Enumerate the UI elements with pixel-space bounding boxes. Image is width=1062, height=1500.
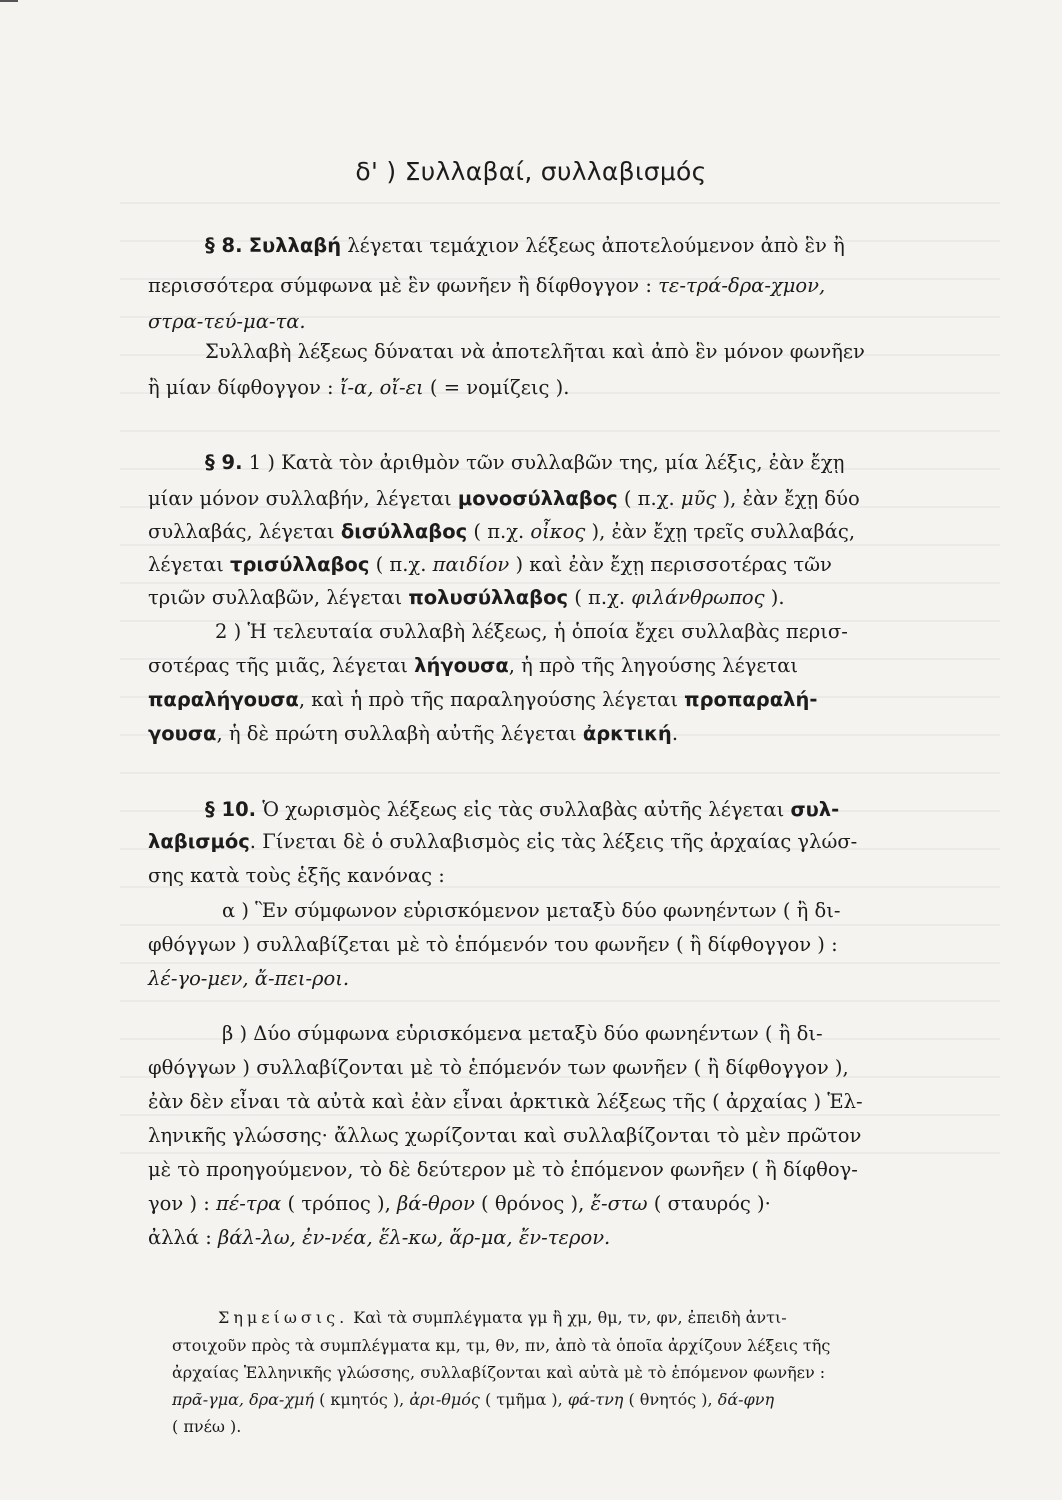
para-10-line-2: λαβισμός. Γίνεται δὲ ὁ συλλαβισμὸς εἰς τὰς λέξεις τῆς ἀρχαίας γλώσ- <box>148 830 858 853</box>
section-number-9: § 9. <box>205 451 243 474</box>
scan-mark <box>0 0 18 2</box>
term-syllavi: Συλλαβή <box>248 234 342 257</box>
rule-b-line-2: φθόγγων ) συλλαβίζονται μὲ τὸ ἑπόμενόν των φωνῆεν ( ἢ δίφθογγον ), <box>148 1056 849 1079</box>
para-10-line-1: § 10. Ὁ χωρισμὸς λέξεως εἰς τὰς συλλαβὰς αὐτῆς λέγεται συλ- <box>205 798 840 821</box>
note-line-3: ἀρχαίας Ἑλληνικῆς γλώσσης, συλλαβίζονται καὶ αὐτὰ μὲ τὸ ἑπόμενον φωνῆεν : <box>172 1363 826 1382</box>
rule-a-examples: λέ-γο-μεν, ἄ-πει-ροι. <box>148 967 350 990</box>
rule-b-line-5: μὲ τὸ προηγούμενον, τὸ δὲ δεύτερον μὲ τὸ ἑπόμενον φωνῆεν ( ἢ δίφθογ- <box>148 1158 858 1181</box>
para-9-line-3: συλλαβάς, λέγεται δισύλλαβος ( π.χ. οἶκος ), ἐὰν ἔχῃ τρεῖς συλλαβάς, <box>148 520 856 543</box>
note-line-2: στοιχοῦν πρὸς τὰ συμπλέγματα κμ, τμ, θν, πν, ἀπὸ τὰ ὁποῖα ἀρχίζουν λέξεις τῆς <box>172 1336 831 1355</box>
para-9-line-6: 2 ) Ἡ τελευταία συλλαβὴ λέξεως, ἡ ὁποία ἔχει συλλαβὰς περισ- <box>215 620 848 643</box>
note-label: Σημείωσις. <box>218 1308 349 1327</box>
para-9-line-7: σοτέρας τῆς μιᾶς, λέγεται λήγουσα, ἡ πρὸ τῆς ληγούσης λέγεται <box>148 654 799 677</box>
section-number-10: § 10. <box>205 798 257 821</box>
para-8-line-4: Συλλαβὴ λέξεως δύναται νὰ ἀποτελῆται καὶ ἀπὸ ἓν μόνον φωνῆεν <box>205 340 865 363</box>
rule-b-line-4: ληνικῆς γλώσσης· ἄλλως χωρίζονται καὶ συλλαβίζονται τὸ μὲν πρῶτον <box>148 1124 862 1147</box>
para-9-line-9: γουσα, ἡ δὲ πρώτη συλλαβὴ αὐτῆς λέγεται ἀρκτική. <box>148 722 679 745</box>
note-line-5: ( πνέω ). <box>172 1417 242 1436</box>
para-9-line-2: μίαν μόνον συλλαβήν, λέγεται μονοσύλλαβος ( π.χ. μῦς ), ἐὰν ἔχῃ δύο <box>148 487 860 510</box>
note-line-4: πρᾶ-γμα, δρα-χμή ( κμητός ), ἀρι-θμός ( τμῆμα ), φά-τνη ( θνητός ), δά-φνη <box>172 1390 775 1409</box>
para-9-line-1: § 9. 1 ) Κατὰ τὸν ἀριθμὸν τῶν συλλαβῶν της, μία λέξις, ἐὰν ἔχῃ <box>205 451 845 474</box>
para-8-line-1: § 8. Συλλαβή λέγεται τεμάχιον λέξεως ἀποτελούμενον ἀπὸ ἓν ἢ <box>205 234 845 257</box>
rule-b-line-6: γον ) : πέ-τρα ( τρόπος ), βά-θρον ( θρόνος ), ἔ-στω ( σταυρός )· <box>148 1192 771 1215</box>
rule-b-line-1: β ) Δύο σύμφωνα εὑρισκόμενα μεταξὺ δύο φωνηέντων ( ἢ δι- <box>222 1022 823 1045</box>
rule-b-examples: ἀλλά : βάλ-λω, ἐν-νέα, ἕλ-κω, ἅρ-μα, ἔν-τερον. <box>148 1226 611 1249</box>
para-9-line-8: παραλήγουσα, καὶ ἡ πρὸ τῆς παραληγούσης λέγεται προπαραλή- <box>148 688 818 711</box>
para-9-line-4: λέγεται τρισύλλαβος ( π.χ. παιδίον ) καὶ ἐὰν ἔχῃ περισσοτέρας τῶν <box>148 553 832 576</box>
para-10-line-3: σης κατὰ τοὺς ἑξῆς κανόνας : <box>148 864 445 887</box>
rule-a-line-1: α ) Ἓν σύμφωνον εὑρισκόμενον μεταξὺ δύο φωνηέντων ( ἢ δι- <box>222 899 841 922</box>
para-9-line-5: τριῶν συλλαβῶν, λέγεται πολυσύλλαβος ( π.χ. φιλάνθρωπος ). <box>148 586 785 609</box>
section-heading: δ' ) Συλλαβαί, συλλαβισμός <box>355 157 707 186</box>
rule-b-line-3: ἐὰν δὲν εἶναι τὰ αὐτὰ καὶ ἐὰν εἶναι ἀρκτικὰ λέξεως τῆς ( ἀρχαίας ) Ἑλ- <box>148 1090 863 1113</box>
note-line-1: Σημείωσις. Καὶ τὰ συμπλέγματα γμ ἢ χμ, θμ, τν, φν, ἐπειδὴ ἀντι- <box>218 1308 787 1327</box>
para-8-line-5: ἢ μίαν δίφθογγον : ἴ-α, οἴ-ει ( = νομίζεις ). <box>148 376 570 399</box>
section-number-8: § 8. <box>205 234 243 257</box>
rule-a-line-2: φθόγγων ) συλλαβίζεται μὲ τὸ ἑπόμενόν του φωνῆεν ( ἢ δίφθογγον ) : <box>148 933 838 956</box>
para-8-line-2: περισσότερα σύμφωνα μὲ ἓν φωνῆεν ἢ δίφθογγον : τε-τρά-δρα-χμον, <box>148 274 826 297</box>
para-8-line-3: στρα-τεύ-μα-τα. <box>148 310 306 333</box>
